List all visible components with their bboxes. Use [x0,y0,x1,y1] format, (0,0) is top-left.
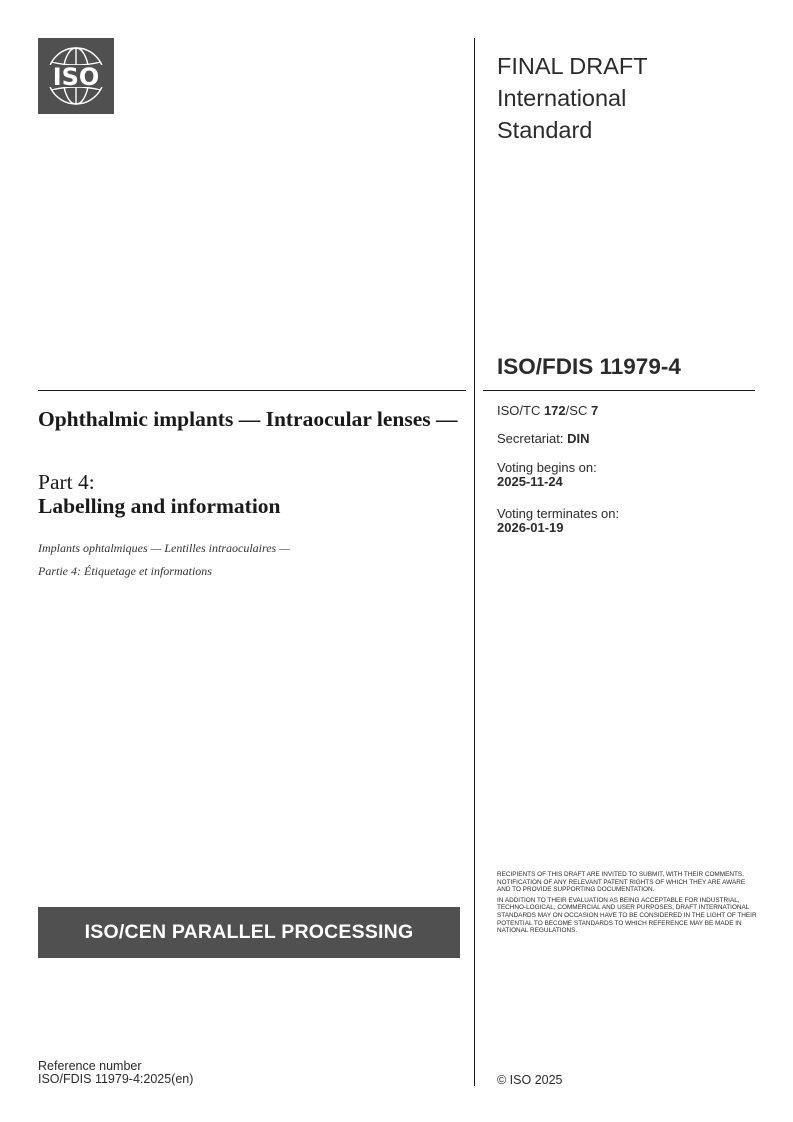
reference-number-value: ISO/FDIS 11979-4:2025(en) [38,1072,194,1086]
part-title: Labelling and information [38,494,281,518]
globe-icon [38,38,114,114]
committee-reference [497,403,598,418]
disclaimer-para-2: IN ADDITION TO THEIR EVALUATION AS BEING ACCEPTABLE FOR INDUSTRIAL, TECHNO-LOGICAL, COMMERCIAL AND USER PURPOSES, DRAFT INTERNATIONAL STANDARDS MAY ON OCCASION HAVE TO BE CONSIDERED IN THE LIGHT OF THEIR POTENTIAL TO BECOME STANDARDS TO WHICH REFERENCE MAY BE MADE IN NATIONAL REGULATIONS. [497,896,757,935]
sub-committee: 7 [590,403,599,418]
committee-sc-prefix: /SC [565,403,591,418]
committee-prefix: ISO/TC [497,403,544,418]
vertical-divider [474,38,475,1086]
french-title-line-2: Partie 4: Étiquetage et informations [38,564,212,578]
voting-terminates-label: Voting terminates on: [497,506,620,521]
disclaimer [497,871,757,938]
part-number: Part 4: [38,470,95,494]
voting-begins-label: Voting begins on: [497,460,597,475]
reference-number-label: Reference number [38,1059,142,1073]
voting-begins-date: 2025-11-24 [497,474,563,489]
title-line-2: International [497,85,627,111]
voting-terminates-date: 2026-01-19 [497,520,564,535]
secretariat [497,431,589,446]
parallel-processing-banner: ISO/CEN PARALLEL PROCESSING [38,907,460,958]
secretariat-label: Secretariat: [497,431,568,446]
document-number: ISO/FDIS 11979-4 [497,354,681,379]
title-line-1: FINAL DRAFT [497,53,648,79]
main-title: Ophthalmic implants — Intraocular lenses — [38,407,458,431]
french-title [38,537,290,583]
disclaimer-para-1: RECIPIENTS OF THIS DRAFT ARE INVITED TO SUBMIT, WITH THEIR COMMENTS, NOTIFICATION OF ANY RELEVANT PATENT RIGHTS OF WHICH THEY ARE AWARE AND TO PROVIDE SUPPORTING DOCUMENTATION. [497,871,746,894]
copyright: © ISO 2025 [497,1073,563,1087]
horizontal-divider-right [483,390,755,391]
secretariat-value: DIN [567,431,590,446]
logo-text: ISO [52,63,100,91]
horizontal-divider-left [38,390,466,391]
title-line-3: Standard [497,117,593,143]
iso-logo [38,38,114,114]
draft-status-title [497,50,757,146]
french-title-line-1: Implants ophtalmiques — Lentilles intraoculaires — [38,541,290,555]
technical-committee: 172 [543,403,566,418]
